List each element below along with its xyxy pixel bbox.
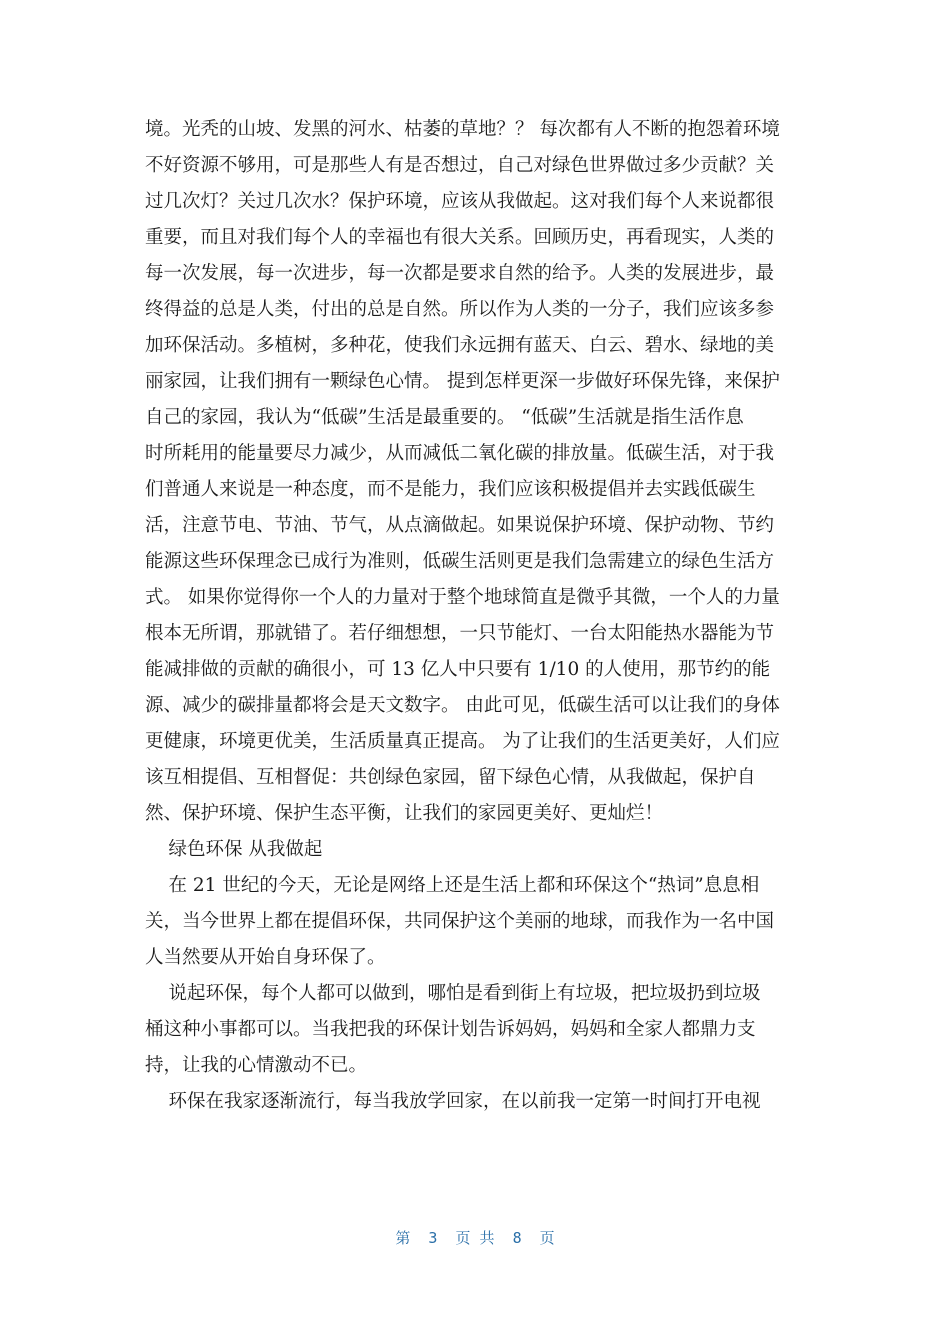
- text-line: 重要，而且对我们每个人的幸福也有很大关系。回顾历史，再看现实，人类的: [145, 227, 775, 248]
- text-line: 式。 如果你觉得你一个人的力量对于整个地球简直是微乎其微，一个人的力量: [145, 587, 780, 608]
- text-line: 不好资源不够用，可是那些人有是否想过，自己对绿色世界做过多少贡献？关: [145, 155, 775, 176]
- text-line: 源、减少的碳排量都将会是天文数字。 由此可见，低碳生活可以让我们的身体: [145, 695, 780, 716]
- text-line: 们普通人来说是一种态度，而不是能力，我们应该积极提倡并去实践低碳生: [145, 479, 756, 500]
- text-line: 持，让我的心情激动不已。: [145, 1055, 368, 1076]
- section-heading: 绿色环保 从我做起: [145, 839, 323, 860]
- text-line: 然、保护环境、保护生态平衡，让我们的家园更美好、更灿烂！: [145, 803, 664, 824]
- text-line: 桶这种小事都可以。当我把我的环保计划告诉妈妈，妈妈和全家人都鼎力支: [145, 1019, 756, 1040]
- text-line: 丽家园，让我们拥有一颗绿色心情。 提到怎样更深一步做好环保先锋，来保护: [145, 371, 780, 392]
- text-line: 根本无所谓，那就错了。若仔细想想，一只节能灯、一台太阳能热水器能为节: [145, 623, 775, 644]
- text-line: 在 21 世纪的今天，无论是网络上还是生活上都和环保这个“热词”息息相: [145, 875, 760, 896]
- text-line: 时所耗用的能量要尽力减少，从而减低二氧化碳的排放量。低碳生活，对于我: [145, 443, 775, 464]
- text-line: 加环保活动。多植树，多种花，使我们永远拥有蓝天、白云、碧水、绿地的美: [145, 335, 775, 356]
- text-line: 过几次灯？关过几次水？保护环境，应该从我做起。这对我们每个人来说都很: [145, 191, 775, 212]
- text-line: 人当然要从开始自身环保了。: [145, 947, 386, 968]
- text-line: 终得益的总是人类，付出的总是自然。所以作为人类的一分子，我们应该多参: [145, 299, 775, 320]
- page-number-footer: 第 3 页 共 8 页: [395, 1229, 555, 1247]
- text-line: 说起环保，每个人都可以做到，哪怕是看到街上有垃圾，把垃圾扔到垃圾: [145, 983, 761, 1004]
- text-line: 能源这些环保理念已成行为准则，低碳生活则更是我们急需建立的绿色生活方: [145, 551, 775, 572]
- text-line: 关，当今世界上都在提倡环保，共同保护这个美丽的地球，而我作为一名中国: [145, 911, 775, 932]
- text-line: 每一次发展，每一次进步，每一次都是要求自然的给予。人类的发展进步，最: [145, 263, 775, 284]
- text-line: 环保在我家逐渐流行，每当我放学回家，在以前我一定第一时间打开电视: [145, 1091, 761, 1112]
- text-line: 更健康，环境更优美，生活质量真正提高。 为了让我们的生活更美好，人们应: [145, 731, 780, 752]
- text-line: 活，注意节电、节油、节气，从点滴做起。如果说保护环境、保护动物、节约: [145, 515, 775, 536]
- text-line: 境。光秃的山坡、发黑的河水、枯萎的草地？？ 每次都有人不断的抱怨着环境: [145, 119, 780, 140]
- text-line: 该互相提倡、互相督促：共创绿色家园，留下绿色心情，从我做起，保护自: [145, 767, 756, 788]
- text-line: 自己的家园，我认为“低碳”生活是最重要的。 “低碳”生活就是指生活作息: [145, 407, 744, 428]
- text-line: 能减排做的贡献的确很小，可 13 亿人中只要有 1/10 的人使用，那节约的能: [145, 659, 771, 680]
